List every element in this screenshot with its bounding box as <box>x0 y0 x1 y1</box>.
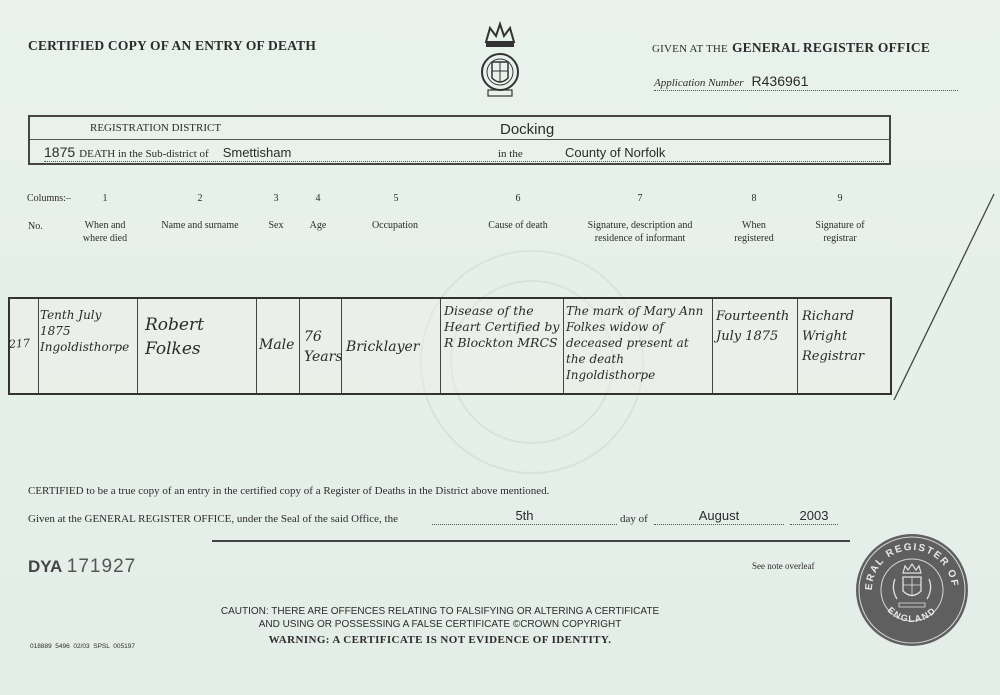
column-header: Sex <box>268 220 284 231</box>
entry-age: 76 Years <box>304 329 343 365</box>
given-at-text: Given at the GENERAL REGISTER OFFICE, under the Seal of the said Office, the <box>28 513 398 525</box>
column-header: Signature of registrar <box>815 220 865 244</box>
registration-year: 1875 <box>44 144 76 160</box>
column-header: Cause of death <box>488 220 548 231</box>
seal-text-top: ERAL REGISTER OF <box>863 541 961 591</box>
see-note-overleaf: See note overleaf <box>752 561 815 571</box>
certification-statement: CERTIFIED to be a true copy of an entry in the certified copy of a Register of Deaths in the District above mentioned. <box>28 485 550 497</box>
crown-crest-icon <box>472 20 528 100</box>
column-number: 2 <box>197 193 203 204</box>
print-code: 018889 5496 02/03 SPSL 005197 <box>30 643 135 650</box>
in-the-label: in the <box>498 148 523 160</box>
column-header: When registered <box>734 220 774 244</box>
column-header: When and where died <box>82 220 128 244</box>
columns-label: Columns:– <box>27 193 71 204</box>
column-number: 1 <box>102 193 108 204</box>
entry-cause: Disease of the Heart Certified by R Blockton MRCS <box>444 303 560 350</box>
registration-district: Docking <box>500 121 555 138</box>
column-number: 8 <box>751 193 757 204</box>
caution-line-1: CAUTION: THERE ARE OFFENCES RELATING TO FALSIFYING OR ALTERING A CERTIFICATE <box>220 606 660 617</box>
gro-seal-icon <box>855 533 969 647</box>
entry-registrar: Richard Wright Registrar <box>802 309 865 364</box>
certification-month: August <box>698 508 740 523</box>
certification-day: 5th <box>515 508 534 523</box>
subdistrict: Smettisham <box>222 145 292 160</box>
seal-text-bottom: ENGLAND <box>885 604 939 624</box>
certification-year: 2003 <box>799 508 829 523</box>
application-number-row <box>654 73 958 91</box>
application-number: R436961 <box>751 73 809 89</box>
death-subdistrict-row <box>44 144 884 162</box>
column-header: Occupation <box>371 220 419 231</box>
year-field <box>790 507 838 525</box>
column-number: 9 <box>837 193 843 204</box>
month-field <box>654 507 784 525</box>
column-number: 6 <box>515 193 521 204</box>
caution-line-2: AND USING OR POSSESSING A FALSE CERTIFICATE ©CROWN COPYRIGHT <box>258 619 622 630</box>
serial-number: 171927 <box>66 556 137 577</box>
application-number-label: Application Number <box>654 77 744 89</box>
certificate-title: CERTIFIED COPY OF AN ENTRY OF DEATH <box>28 38 317 53</box>
certificate-serial <box>28 556 136 578</box>
registration-box <box>28 115 891 165</box>
day-of-label: day of <box>620 513 648 525</box>
gro-heading-main: GENERAL REGISTER OFFICE <box>731 40 931 55</box>
identity-warning: WARNING: A CERTIFICATE IS NOT EVIDENCE OF IDENTITY. <box>268 634 612 646</box>
entry-informant: The mark of Mary Ann Folkes widow of deceased present at the death Ingoldisthorpe <box>566 304 704 382</box>
entry-number: 217 <box>8 336 31 352</box>
column-number: 7 <box>637 193 643 204</box>
serial-prefix: DYA <box>28 557 63 576</box>
day-field <box>432 507 617 525</box>
caution-text <box>180 605 700 631</box>
column-number: 4 <box>315 193 321 204</box>
entry-when-registered: Fourteenth July 1875 <box>716 309 790 344</box>
entry-occupation: Bricklayer <box>346 339 420 355</box>
registration-district-label: REGISTRATION DISTRICT <box>90 122 222 134</box>
no-label: No. <box>28 221 43 232</box>
county: County of Norfolk <box>565 145 666 160</box>
column-number: 3 <box>273 193 279 204</box>
cancellation-line <box>880 190 1000 410</box>
entry-table <box>8 297 892 395</box>
column-header: Name and surname <box>161 220 239 231</box>
signature-rule <box>212 540 850 542</box>
column-header: Age <box>309 220 327 231</box>
column-header: Signature, description and residence of informant <box>587 220 693 244</box>
entry-name: Robert Folkes <box>145 315 204 359</box>
column-number: 5 <box>393 193 399 204</box>
gro-heading-prefix: GIVEN AT THE <box>652 43 728 55</box>
entry-sex: Male <box>259 337 295 353</box>
entry-when-where: Tenth July 1875 Ingoldisthorpe <box>40 308 130 354</box>
gro-heading <box>652 39 930 57</box>
death-in-label: DEATH in the Sub-district of <box>79 148 209 160</box>
